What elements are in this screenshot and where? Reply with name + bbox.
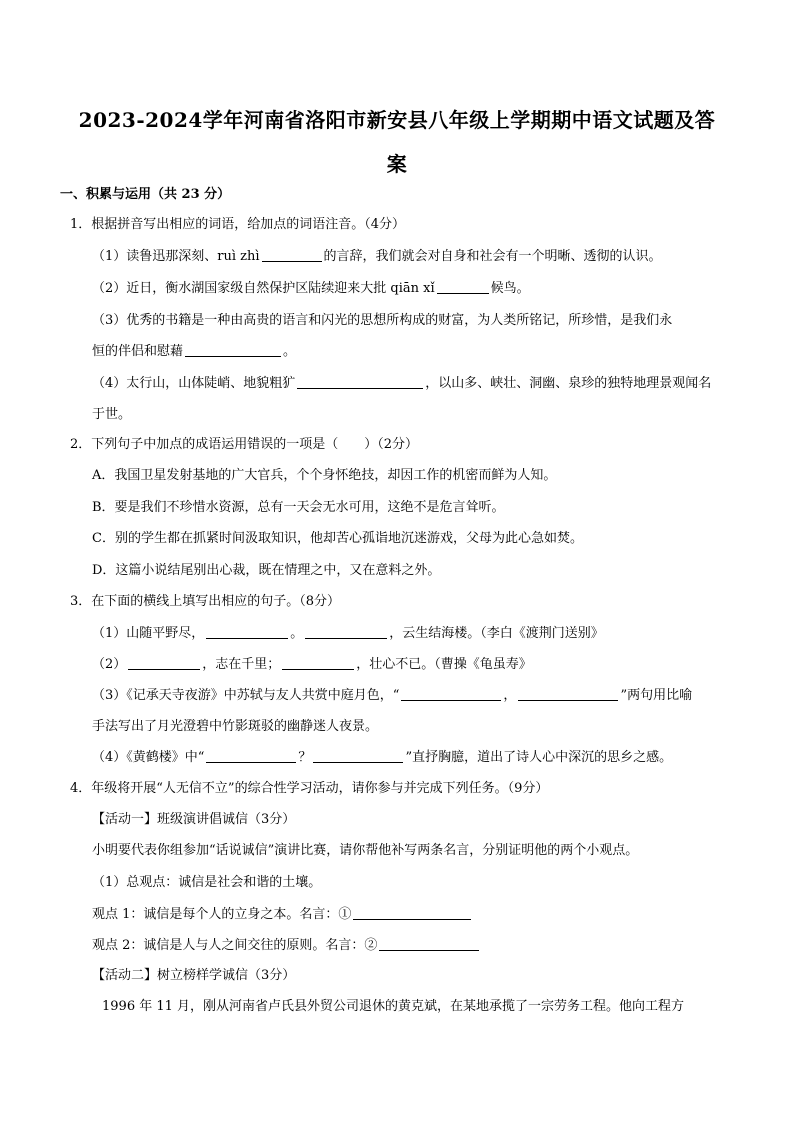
activity-2-heading: 【活动二】树立榜样学诚信（3分） (92, 968, 296, 983)
document-title-continued: 案 (386, 152, 408, 176)
activity-2-story: 1996 年 11 月，刚从河南省卢氏县外贸公司退休的黄克斌，在某地承揽了一宗劳务工程。他向工程方 (102, 999, 685, 1014)
q1-s3-cont: 恒的伴侣和慰藉 (92, 344, 184, 359)
option-b[interactable]: B．要是我们不珍惜水资源，总有一天会无水可用，这绝不是危言耸听。 (92, 500, 505, 515)
question-1-sub-2 (92, 280, 530, 298)
q1-s2-after: 候鸟。 (490, 281, 530, 296)
question-3-sub-2 (92, 656, 532, 674)
viewpoint-2-text: 观点 2：诚信是人与人之间交往的原则。名言：② (92, 938, 378, 953)
answer-blank[interactable] (262, 248, 322, 262)
question-2-stem: 2．下列句子中加点的成语运用错误的一项是（ ）（2分） (70, 437, 419, 452)
viewpoint-1 (92, 906, 473, 924)
answer-blank[interactable] (305, 625, 387, 639)
question-3-stem: 3．在下面的横线上填写出相应的句子。（8分） (70, 594, 341, 609)
document-title: 2023-2024学年河南省洛阳市新安县八年级上学期期中语文试题及答 (78, 108, 716, 132)
viewpoint-1-text: 观点 1：诚信是每个人的立身之本。名言：① (92, 907, 352, 922)
question-1-sub-3-continued (92, 343, 296, 361)
q1-s1-after: 的言辞，我们就会对自身和社会有一个明晰、透彻的认识。 (323, 249, 662, 264)
q3-s1-a: （1）山随平野尽， (92, 626, 205, 641)
viewpoint-2 (92, 937, 481, 955)
answer-blank[interactable] (379, 937, 479, 951)
question-1-stem: 1．根据拼音写出相应的词语，给加点的词语注音。（4分） (70, 217, 406, 232)
q3-s3-c: ”两句用比喻 (620, 688, 693, 703)
q3-s4-a: （4）《黄鹤楼》中“ (92, 750, 205, 765)
option-d[interactable]: D．这篇小说结尾别出心裁，既在情理之中，又在意料之外。 (92, 563, 441, 578)
q1-s1-before: （1）读鲁迅那深刻、ruì zhì (92, 249, 260, 264)
q1-s2-before: （2）近日，衡水湖国家级自然保护区陆续迎来大批 qiān xǐ (92, 281, 435, 296)
q3-s4-b: ？ (298, 750, 312, 765)
q3-s4-c: ”直抒胸臆，道出了诗人心中深沉的思乡之感。 (405, 750, 673, 765)
answer-blank[interactable] (185, 343, 281, 357)
answer-blank[interactable] (437, 280, 489, 294)
answer-blank[interactable] (518, 687, 618, 701)
answer-blank[interactable] (128, 656, 200, 670)
q3-s2-b: ，志在千里； (202, 657, 281, 672)
answer-blank[interactable] (206, 749, 296, 763)
question-1-sub-4-continued: 于世。 (92, 407, 132, 422)
q1-s4-before: （4）太行山，山体陡峭、地貌粗犷 (92, 376, 296, 391)
question-1-sub-3: （3）优秀的书籍是一种由高贵的语言和闪光的思想所构成的财富，为人类所铭记，所珍惜，是我们永 (92, 313, 673, 328)
answer-blank[interactable] (282, 656, 354, 670)
activity-1-heading: 【活动一】班级演讲倡诚信（3分） (92, 812, 296, 827)
answer-blank[interactable] (297, 375, 423, 389)
q1-s3-end: 。 (283, 344, 297, 359)
question-3-sub-3 (92, 687, 692, 705)
answer-blank[interactable] (401, 687, 501, 701)
q1-s4-after: ，以山多、峡壮、洞幽、泉珍的独特地理景观闻名 (425, 376, 712, 391)
answer-blank[interactable] (206, 625, 288, 639)
q3-s3-a: （3）《记承天寺夜游》中苏轼与友人共赏中庭月色，“ (92, 688, 400, 703)
option-a[interactable]: A．我国卫星发射基地的广大官兵，个个身怀绝技，却因工作的机密而鲜为人知。 (92, 468, 557, 483)
q3-s2-c: ，壮心不已。（曹操《龟虽寿》 (356, 657, 532, 672)
answer-blank[interactable] (353, 906, 471, 920)
q3-s1-c: ，云生结海楼。（李白《渡荆门送别》 (389, 626, 604, 641)
question-3-sub-3-continued: 手法写出了月光澄碧中竹影斑驳的幽静迷人夜景。 (92, 719, 379, 734)
question-4-stem: 4．年级将开展“人无信不立”的综合性学习活动，请你参与并完成下列任务。（9分） (70, 781, 549, 796)
q3-s2-a: （2） (92, 657, 127, 672)
option-c[interactable]: C．别的学生都在抓紧时间汲取知识，他却苦心孤诣地沉迷游戏，父母为此心急如焚。 (92, 531, 583, 546)
activity-1-intro: 小明要代表你组参加“话说诚信”演讲比赛，请你帮他补写两条名言，分别证明他的两个小观点。 (92, 843, 639, 858)
question-1-sub-1 (92, 248, 662, 266)
q3-s1-b: 。 (290, 626, 304, 641)
answer-blank[interactable] (313, 749, 403, 763)
question-1-sub-4 (92, 375, 711, 393)
overall-viewpoint: （1）总观点：诚信是社会和谐的土壤。 (92, 875, 322, 890)
question-3-sub-4 (92, 749, 672, 767)
q3-s3-b: ， (503, 688, 517, 703)
section-heading: 一、积累与运用（共 23 分） (60, 187, 231, 202)
question-3-sub-1 (92, 625, 604, 643)
